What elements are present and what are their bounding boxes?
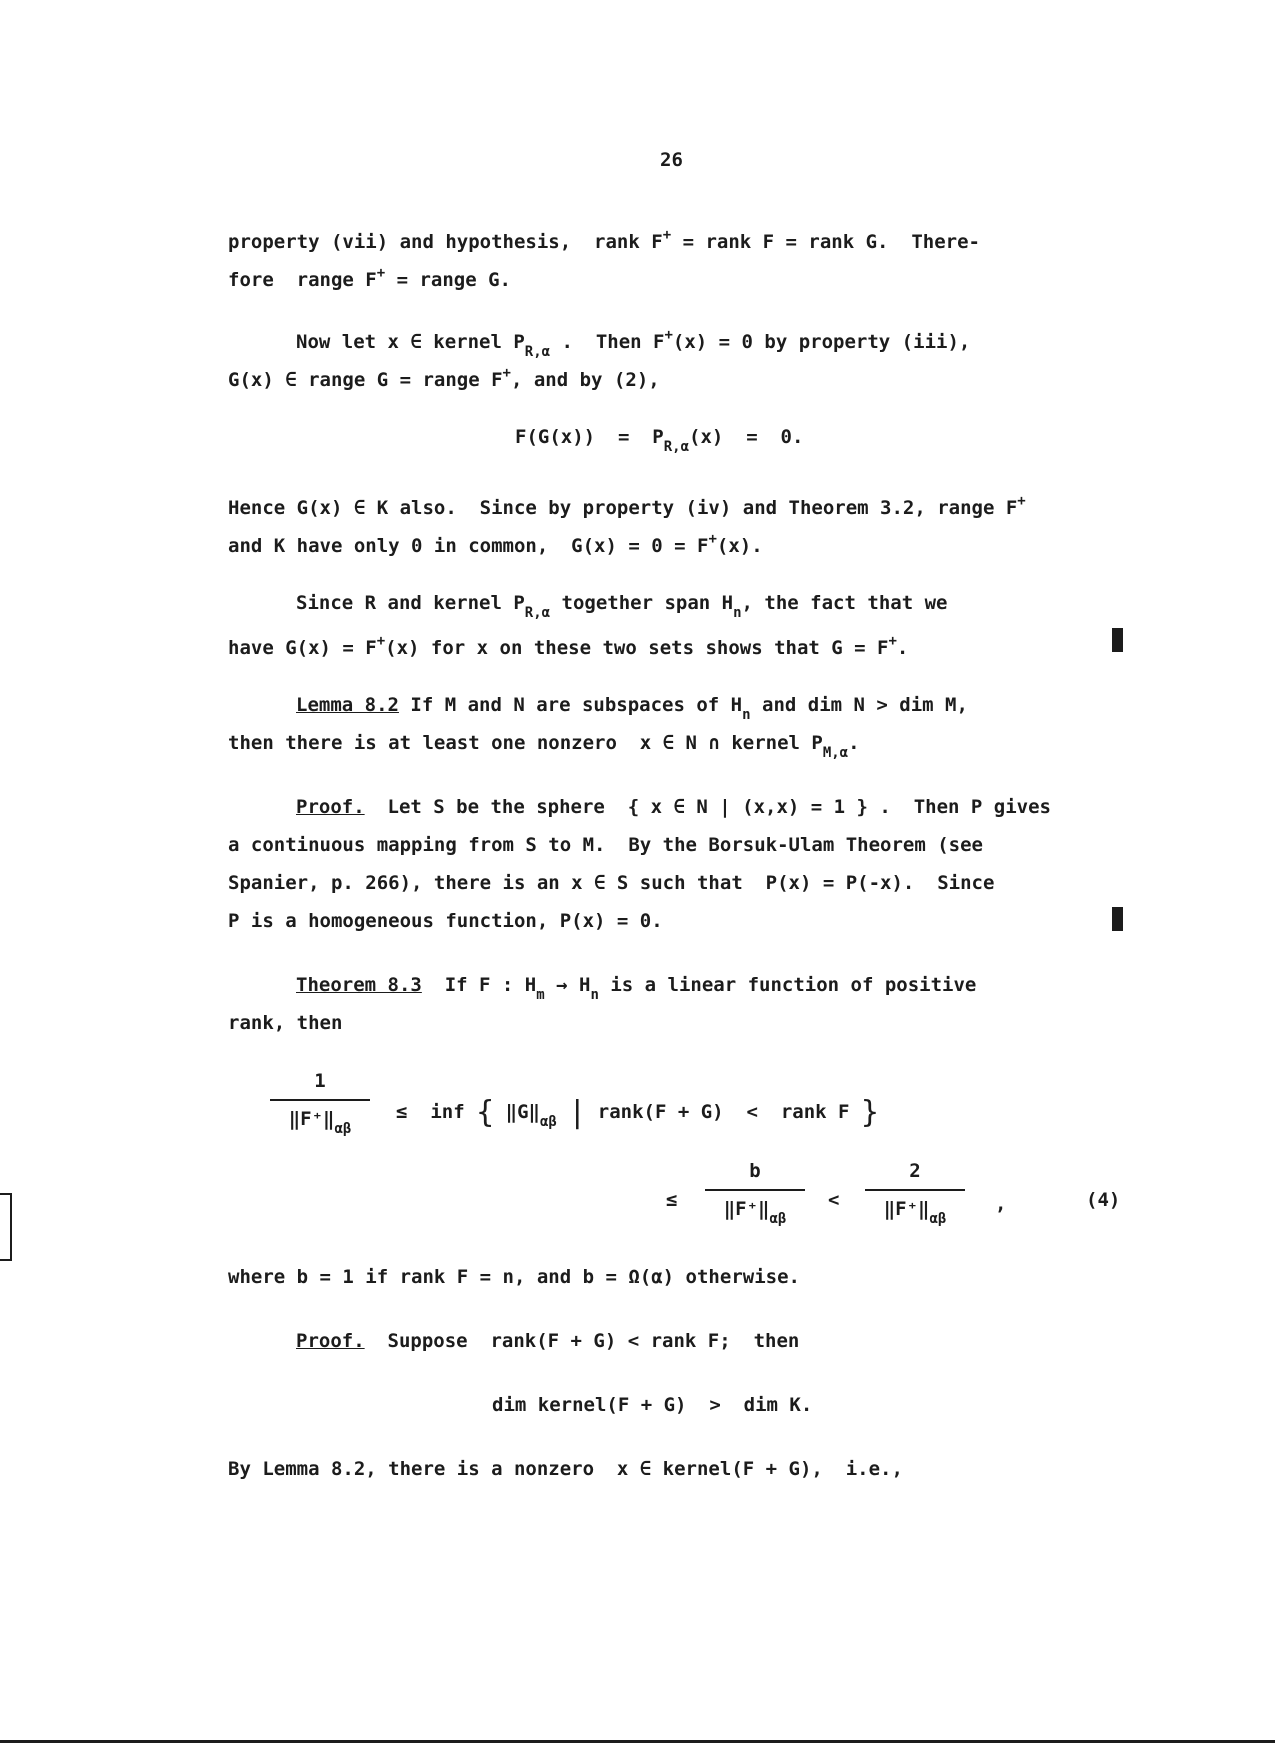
proof2-line1: Proof. Suppose rank(F + G) < rank F; then [296, 1330, 800, 1352]
infimum-expression: ≤ inf { $‖G‖_{\alpha\beta}$ | rank(F + G) < rank F } [396, 1095, 879, 1130]
proof2-line3: By Lemma 8.2, there is a nonzero x ∈ kernel(F + G), i.e., [228, 1458, 903, 1480]
ineq-comma: , [995, 1193, 1007, 1215]
qed-mark-2 [1112, 907, 1123, 931]
lt-symbol: < [828, 1189, 840, 1211]
para3-line2: and K have only 0 in common, G(x) = 0 = F+(x). [228, 531, 763, 557]
proof2-label: Proof. [296, 1330, 365, 1352]
where-clause: where b = 1 if rank F = n, and b = Ω(α) otherwise. [228, 1266, 800, 1288]
lemma-line1: Lemma 8.2 If M and N are subspaces of $H_n$ and dim N > dim M, [296, 694, 968, 723]
equation-dim-kernel: dim kernel(F + G) > dim K. [492, 1394, 813, 1416]
proof1-line3: Spanier, p. 266), there is an x ∈ S such that P(x) = P(-x). Since [228, 872, 995, 894]
proof1-line4: P is a homogeneous function, P(x) = 0. [228, 910, 663, 932]
proof1-line2: a continuous mapping from S to M. By the Borsuk-Ulam Theorem (see [228, 834, 983, 856]
fraction-2-over-norm: 2 $‖F^+‖_{\alpha\beta}$ [865, 1157, 965, 1233]
theorem-label: Theorem 8.3 [296, 974, 422, 996]
para3-line1: Hence G(x) ∈ K also. Since by property (iv) and Theorem 3.2, range F+ [228, 493, 1026, 519]
equation-fgx: $F(G(x)) = P_{R,\alpha}(x) = 0$. [515, 426, 804, 455]
le-symbol: ≤ [666, 1189, 678, 1211]
bottom-edge-line [0, 1740, 1275, 1743]
para1-line1: property (vii) and hypothesis, rank F+ = rank F = rank G. There- [228, 227, 980, 253]
para4-line1: Since R and kernel $P_{R,\alpha}$ together span $H_n$, the fact that we [296, 592, 948, 621]
page-number: 26 [660, 149, 683, 171]
para1-line2: fore range F+ = range G. [228, 265, 511, 291]
proof1-label: Proof. [296, 796, 365, 818]
para2-line2: G(x) ∈ range G = range F+, and by (2), [228, 365, 660, 391]
equation-number-4: (4) [1086, 1189, 1121, 1211]
para2-line1: Now let x ∈ kernel $P_{R,\alpha}$ . Then F+(x) = 0 by property (iii), [296, 327, 971, 360]
theorem-line2: rank, then [228, 1012, 343, 1034]
lemma-line2: then there is at least one nonzero x ∈ N ∩ kernel $P_{M,\alpha}$. [228, 732, 860, 761]
fraction-b-over-norm: b $‖F^+‖_{\alpha\beta}$ [705, 1157, 805, 1233]
left-scan-bracket [0, 1193, 12, 1261]
qed-mark-1 [1112, 628, 1123, 652]
fraction-1-over-norm: 1 $‖F^+‖_{\alpha\beta}$ [270, 1067, 370, 1143]
theorem-line1: Theorem 8.3 If F : $H_m \to H_n$ is a linear function of positive [296, 974, 977, 1003]
proof1-line1: Proof. Let S be the sphere { x ∈ N | (x,x) = 1 } . Then P gives [296, 796, 1051, 818]
para4-line2: have G(x) = F+(x) for x on these two sets shows that G = F+. [228, 633, 909, 659]
lemma-label: Lemma 8.2 [296, 694, 399, 716]
